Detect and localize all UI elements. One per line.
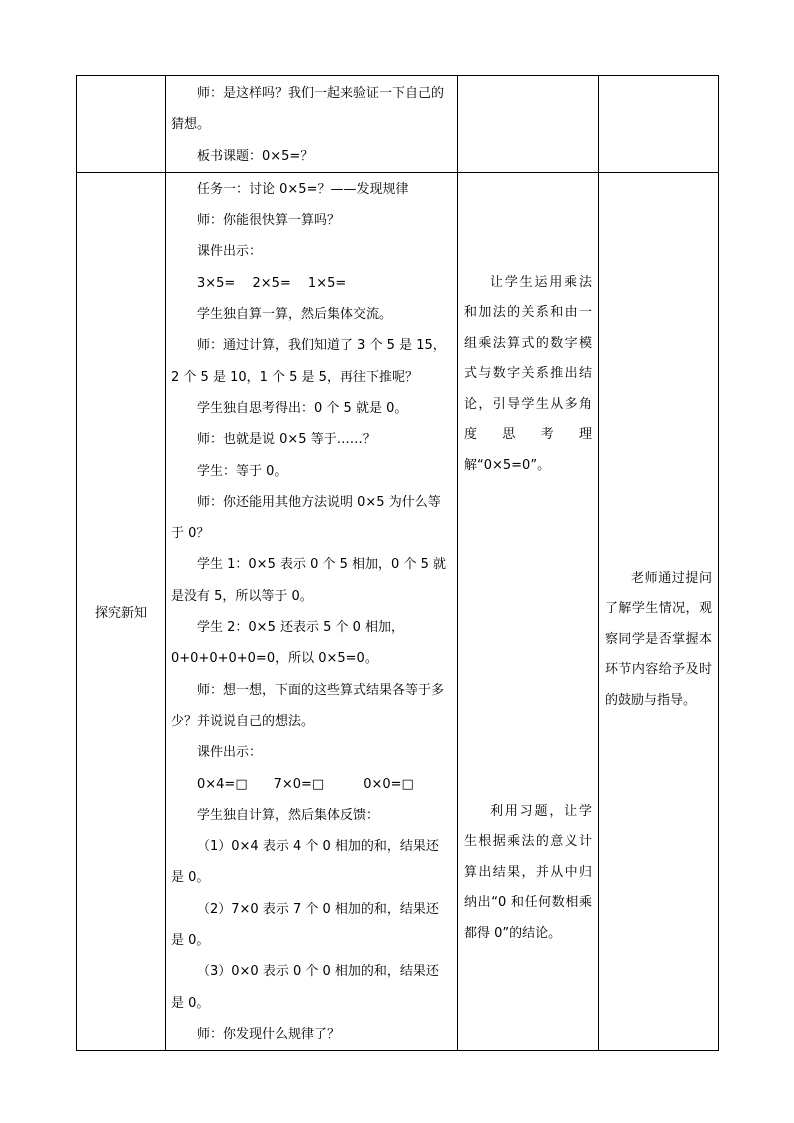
process-line: 学生独自思考得出：0 个 5 就是 0。 [197,400,408,416]
process-line: 学生独自计算，然后集体反馈： [197,807,380,823]
process-line: 课件出示： [197,244,263,260]
table-row [77,172,719,1050]
process-line: 学生 2：0×5 还表示 5 个 0 相加，0+0+0+0+0=0，所以 0×5=0。 [171,620,405,667]
evaluation-text: 老师通过提问了解学生情况，观察同学是否掌握本环节内容给予及时的鼓励与指导。 [605,570,712,708]
process-line: 师：是这样吗？我们一起来验证一下自己的猜想。 [171,86,445,133]
process-line: （2）7×0 表示 7 个 0 相加的和，结果还是 0。 [171,901,439,949]
process-line: 任务一：讨论 0×5=？——发现规律 [197,181,409,197]
process-line: （1）0×4 表示 4 个 0 相加的和，结果还是 0。 [171,839,439,886]
intent-cell [458,172,599,1050]
process-line: 学生：等于 0。 [197,463,288,479]
process-line: 师：也就是说 0×5 等于……？ [197,432,376,448]
process-line: 师：你发现什么规律了？ [197,1026,341,1042]
process-line: 板书课题：0×5=？ [197,148,314,164]
process-cell [166,172,458,1050]
process-line: 师：想一想，下面的这些算式结果各等于多少？并说说自己的想法。 [171,682,445,729]
lesson-plan-table [76,75,719,1051]
stage-label: 探究新知 [77,172,166,1050]
process-line: 师：你能很快算一算吗？ [197,213,341,229]
process-line: 学生独自算一算，然后集体交流。 [197,307,393,323]
process-cell [166,76,458,173]
stage-cell-empty [77,76,166,173]
design-intent-1: 让学生运用乘法和加法的关系和由一组乘法算式的数字模式与数字关系推出结论，引导学生从多角度思考理解“0×5=0”。 [464,274,592,473]
process-line: 课件出示： [197,745,263,761]
process-line: 3×5= 2×5= 1×5= [197,275,347,291]
process-line: 学生 1：0×5 表示 0 个 5 相加，0 个 5 就是没有 5，所以等于 0。 [171,557,446,604]
evaluation-cell [599,172,719,1050]
intent-cell-empty [458,76,599,173]
evaluation-cell-empty [599,76,719,173]
process-line: 师：通过计算，我们知道了 3 个 5 是 15，2 个 5 是 10，1 个 5 是 5，再往下推呢？ [171,338,446,385]
design-intent-2: 利用习题，让学生根据乘法的意义计算出结果，并从中归纳出“0 和任何数相乘都得 0”的结论。 [464,803,592,941]
process-line: （3）0×0 表示 0 个 0 相加的和，结果还是 0。 [171,964,439,1011]
process-line: 0×4=□ 7×0=□ 0×0=□ [197,776,414,792]
process-line: 师：你还能用其他方法说明 0×5 为什么等于 0？ [171,494,441,542]
table-row [77,76,719,173]
